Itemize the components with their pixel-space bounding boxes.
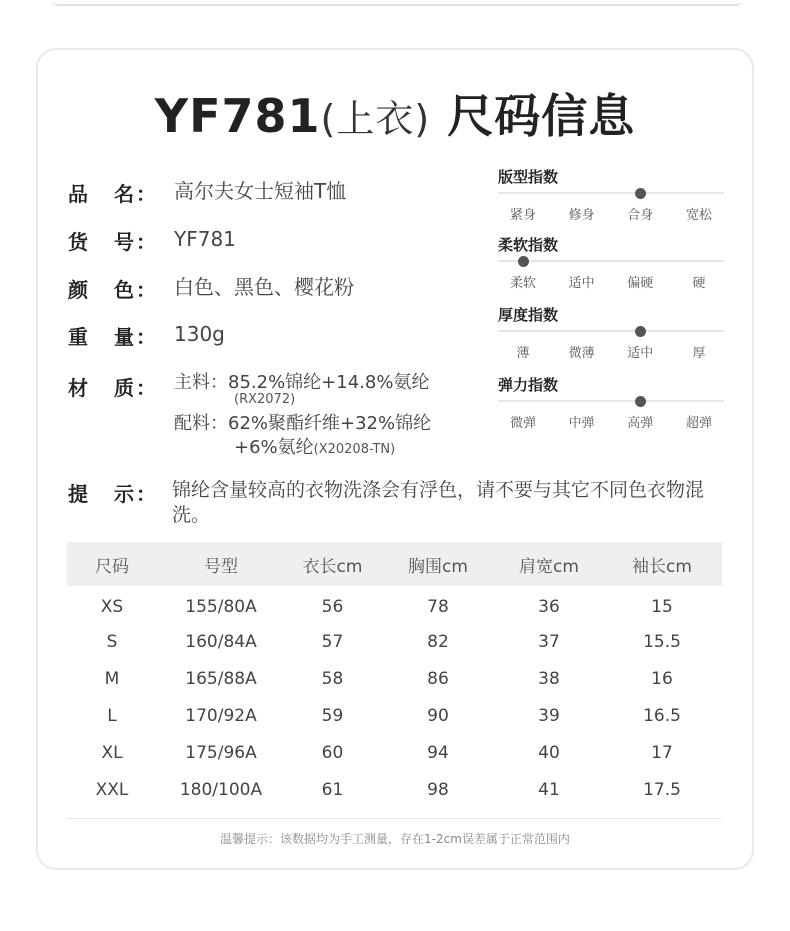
index-label: 适中 [568, 276, 595, 291]
table-cell: 160/84A [185, 631, 257, 652]
table-cell: 17.5 [643, 779, 681, 800]
material-sub-note: (X20208-TN) [313, 442, 396, 457]
measurement-footnote: 温馨提示：该数据均为手工测量，存在1-2cm误差属于正常范围内 [220, 832, 570, 846]
index-label: 柔软 [509, 276, 536, 291]
index-line [498, 400, 724, 402]
table-header-row [67, 542, 722, 586]
table-cell: 82 [427, 631, 449, 652]
index-line [498, 192, 724, 194]
table-header-cell: 尺码 [67, 542, 157, 586]
table-cell: 59 [321, 705, 344, 726]
material-main: 主料：85.2%锦纶+14.8%氨纶 [174, 372, 430, 393]
table-cell: 180/100A [179, 779, 263, 800]
index-label: 修身 [568, 208, 595, 223]
index-labels [498, 342, 724, 361]
material-sub2: +6%氨纶 [234, 437, 314, 458]
index-title: 版型指数 [498, 168, 559, 186]
page-title [0, 80, 790, 146]
material-sub-line2 [174, 437, 431, 459]
table-header-cell: 衣长cm [285, 542, 380, 586]
info-label-color: 颜 色 ： [68, 278, 156, 302]
table-header-cell: 袖长cm [602, 542, 722, 586]
index-track [498, 256, 724, 266]
table-row [67, 660, 722, 697]
top-divider [52, 0, 742, 6]
color-value: 白色、黑色、樱花粉 [174, 275, 354, 299]
info-row-weight [68, 321, 225, 350]
table-row [67, 586, 722, 623]
index-label: 厚 [692, 346, 706, 361]
index-indicator-dot [635, 326, 646, 337]
material-main-note: (RX2072) [234, 392, 296, 407]
index-labels [498, 272, 724, 291]
info-label-weight: 重 量 ： [68, 325, 156, 349]
table-header-cell: 肩宽cm [496, 542, 602, 586]
table-cell: 17 [651, 742, 673, 763]
index-title: 弹力指数 [498, 376, 559, 394]
index-softness [498, 234, 724, 291]
info-row-sku [68, 226, 236, 255]
index-thickness [498, 304, 724, 361]
table-row [67, 697, 722, 734]
index-labels [498, 412, 724, 431]
table-cell: 15 [651, 596, 673, 617]
index-label: 高弹 [627, 416, 654, 431]
table-cell: 57 [321, 631, 344, 652]
index-label: 宽松 [685, 208, 712, 223]
table-cell: M [104, 668, 120, 689]
index-indicator-dot [518, 256, 529, 267]
index-indicator-dot [635, 396, 646, 407]
index-line [498, 260, 724, 262]
table-cell: 39 [538, 705, 560, 726]
table-cell: 58 [321, 668, 344, 689]
table-cell: 41 [538, 779, 560, 800]
index-indicator-dot [635, 188, 646, 199]
weight-value: 130g [174, 322, 225, 346]
table-cell: 175/96A [185, 742, 257, 763]
index-label: 紧身 [509, 208, 536, 223]
size-table [67, 542, 722, 808]
tip-text: 锦纶含量较高的衣物洗涤会有浮色，请不要与其它不同色衣物混洗。 [172, 479, 705, 526]
title-suffix: 尺码信息 [447, 89, 636, 143]
bottom-divider [67, 818, 722, 819]
table-cell: 165/88A [185, 668, 257, 689]
sku-value: YF781 [174, 227, 236, 251]
table-cell: 37 [538, 631, 560, 652]
index-label: 适中 [627, 346, 654, 361]
material-value [174, 372, 431, 459]
index-title: 柔软指数 [498, 236, 559, 254]
table-cell: 16 [651, 668, 673, 689]
table-cell: 86 [427, 668, 449, 689]
table-cell: XL [101, 742, 123, 763]
info-row-color [68, 274, 354, 303]
index-fit [498, 166, 724, 223]
table-cell: XS [100, 596, 124, 617]
table-header-cell: 胸围cm [380, 542, 496, 586]
info-label-material: 材 质 ： [68, 376, 156, 400]
index-label: 薄 [516, 346, 530, 361]
info-label-tip: 提 示 ： [68, 482, 156, 506]
info-row-name [68, 178, 346, 207]
table-row [67, 771, 722, 808]
table-cell: 98 [427, 779, 449, 800]
info-row-material [68, 372, 431, 459]
index-title: 厚度指数 [498, 306, 559, 324]
index-label: 超弹 [685, 416, 712, 431]
index-label: 硬 [692, 276, 706, 291]
index-labels [498, 204, 724, 223]
index-label: 微薄 [568, 346, 595, 361]
title-code: YF781 [154, 89, 321, 143]
table-cell: 16.5 [643, 705, 681, 726]
index-line [498, 330, 724, 332]
table-cell: 78 [427, 596, 449, 617]
index-label: 微弹 [509, 416, 536, 431]
index-track [498, 396, 724, 406]
table-cell: 38 [538, 668, 560, 689]
index-track [498, 326, 724, 336]
index-label: 中弹 [568, 416, 595, 431]
index-label: 合身 [627, 208, 654, 223]
table-cell: 90 [427, 705, 449, 726]
table-cell: 36 [538, 596, 560, 617]
material-sub: 配料：62%聚酯纤维+32%锦纶 [174, 413, 432, 434]
table-cell: S [106, 631, 118, 652]
index-label: 偏硬 [627, 276, 654, 291]
table-row [67, 623, 722, 660]
table-cell: 40 [538, 742, 560, 763]
index-elasticity [498, 374, 724, 431]
info-label-sku: 货 号 ： [68, 230, 156, 254]
product-name-value: 高尔夫女士短袖T恤 [174, 179, 347, 203]
table-row [67, 734, 722, 771]
table-cell: XXL [95, 779, 129, 800]
table-cell: L [107, 705, 117, 726]
tip-row [68, 478, 734, 528]
title-category: (上衣) [320, 97, 431, 141]
table-cell: 170/92A [185, 705, 257, 726]
table-cell: 94 [427, 742, 449, 763]
table-header-cell: 号型 [157, 542, 285, 586]
info-label-name: 品 名 ： [68, 182, 156, 206]
table-cell: 56 [321, 596, 344, 617]
table-cell: 15.5 [643, 631, 681, 652]
table-cell: 60 [321, 742, 344, 763]
table-cell: 155/80A [185, 596, 257, 617]
table-cell: 61 [321, 779, 344, 800]
index-track [498, 188, 724, 198]
